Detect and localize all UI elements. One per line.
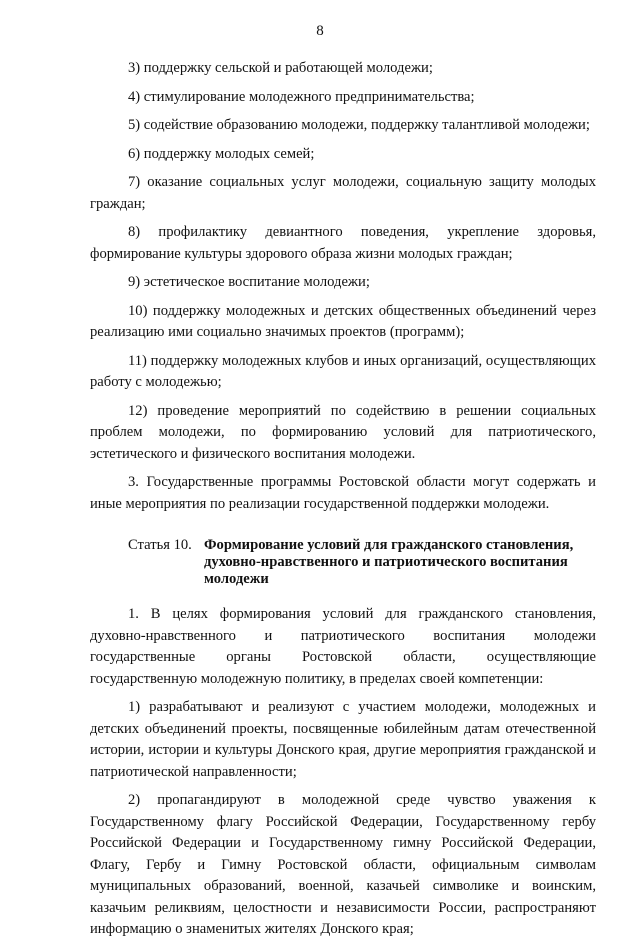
document-body (90, 58, 596, 948)
paragraph-subitem-1: 1) разрабатывают и реализуют с участием молодежи, молодежных и детских объединений проекты, посвященные юбилейным датам отечественной истории, истории и культуры Донского края, другие мероприятия гражданской и патриотической направленности; (90, 699, 596, 780)
article-heading (90, 537, 596, 588)
paragraph-item-7: 7) оказание социальных услуг молодежи, социальную защиту молодых граждан; (90, 174, 596, 212)
paragraph-part-3: 3. Государственные программы Ростовской области могут содержать и иные мероприятия по реализации государственной поддержки молодежи. (90, 474, 596, 512)
article-title: Формирование условий для гражданского становления, духовно-нравственного и патриотического воспитания молодежи (204, 537, 574, 587)
paragraph-item-6: 6) поддержку молодых семей; (128, 145, 315, 162)
paragraph-item-12: 12) проведение мероприятий по содействию в решении социальных проблем молодежи, по формированию условий для патриотического, эстетического и физического воспитания молодежи. (90, 402, 596, 462)
paragraph-item-11: 11) поддержку молодежных клубов и иных организаций, осуществляющих работу с молодежью; (90, 352, 596, 390)
page-number: 8 (316, 23, 324, 39)
paragraph-subitem-2: 2) пропагандируют в молодежной среде чувство уважения к Государственному флагу Российской Федерации, Государственному гербу Российской Федерации и Государственному гимну Российской Федерации, Флагу, Гербу и Гимну Ростовской области, официальным символам муниципальных образований, военной, казачьей символике и воинским, казачьим реликвиям, целостности и независимости России, распространяют информацию о знаменитых жителях Донского края; (90, 792, 596, 937)
paragraph-item-8: 8) профилактику девиантного поведения, укрепление здоровья, формирование культуры здорового образа жизни молодых граждан; (90, 224, 596, 262)
paragraph-part-1: 1. В целях формирования условий для гражданского становления, духовно-нравственного и патриотического воспитания молодежи государственные органы Ростовской области, осуществляющие государственную молодежную политику, в пределах своей компетенции: (90, 606, 596, 687)
paragraph-item-5: 5) содействие образованию молодежи, поддержку талантливой молодежи; (128, 117, 590, 133)
paragraph-item-9: 9) эстетическое воспитание молодежи; (128, 274, 370, 290)
article-number: Статья 10. (128, 537, 192, 553)
paragraph-item-10: 10) поддержку молодежных и детских общественных объединений через реализацию ими социально значимых проектов (программ); (90, 302, 596, 340)
paragraph-item-3: 3) поддержку сельской и работающей молодежи; (128, 60, 433, 76)
paragraph-item-4: 4) стимулирование молодежного предпринимательства; (128, 88, 475, 105)
